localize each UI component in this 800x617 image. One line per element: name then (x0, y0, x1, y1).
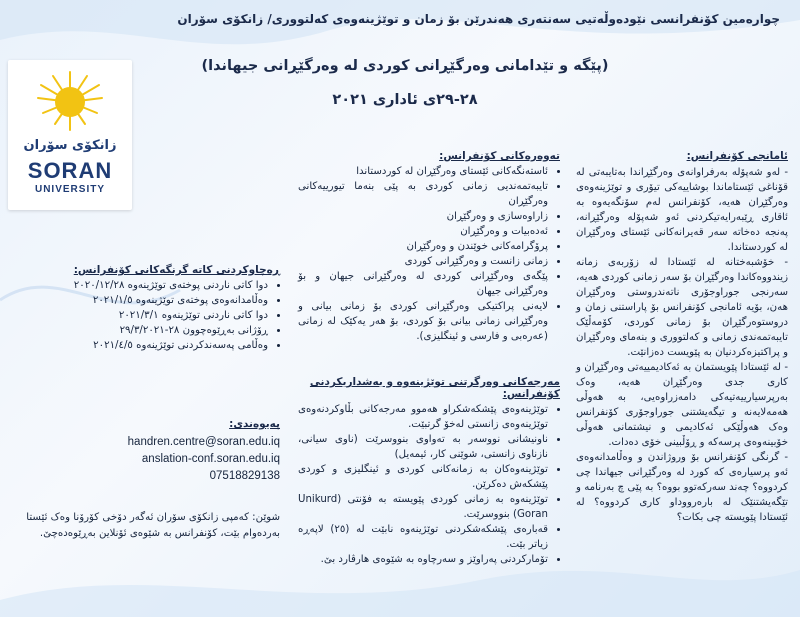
date-item: • وەڵامی پەسەندکردنی توێژینەوە ٢٠٢١/٤/٥ (10, 338, 268, 353)
topic-item: • ئەدەبیات و وەرگێڕان (298, 224, 548, 239)
condition-item: • توێژینەوەکان بە زمانەکانی کوردی و ئینگلیزی و کوردی پێشکەش دەکرێن. (298, 462, 548, 492)
goals-section (576, 150, 788, 525)
date-item: • دوا کاتی ناردنی پوختەی توێژینەوە ٢٠٢٠/١٢/٢٨ (10, 278, 268, 293)
contact-email-primary[interactable]: handren.centre@soran.edu.iq (127, 436, 280, 448)
condition-item: • ناونیشانی نووسەر بە تەواوی بنووسرێت (ناوی سیانی، نازناوی زانستی، شوێنی کار، ئیمەیل) (298, 432, 548, 462)
goals-paragraph: - خۆشبەختانە لە ئێستادا لە زۆربەی زمانە زیندووەکاندا وەرگێڕان بۆ سەر زمانی کوردی هەیە، سەرنجی جوراوجۆری ناتەندروستی وەرگێڕان هەن، بۆیە ئامانجی کۆنفرانس بۆ پاراستنی زمان و دروستوەرگێڕان بۆ زمانی کوردی، کۆمەڵێک تایبەتمەندی زمانی و کەلتووری و بنەمای وەرگێڕان و پراکتیزەکردنیان بە پێویست دەزانێت. (576, 257, 788, 358)
conditions-title: مەرجەکانی وەرگرتنی توێژینەوە و بەشداریکردنی کۆنفرانس: (309, 376, 560, 400)
condition-item: • توێژینەوەی پێشکەشکراو هەموو مەرجەکانی بڵاوکردنەوەی توێژینەوەی زانستی لەخۆ گرتبێت. (298, 402, 548, 432)
contact-section (10, 418, 280, 485)
conference-subtitle: (پێگە و تێدامانی وەرگێڕانی کوردی لە وەرگێڕانی جیهاندا) (201, 58, 609, 74)
conference-title: چوارەمین کۆنفرانسی نێودەوڵەتیی سەنتەری هەندرێن بۆ زمان و توێژینەوەی کەلتووری/ زانکۆی سۆران (177, 12, 780, 26)
soran-university-logo (8, 60, 132, 210)
goals-title: ئامانجی کۆنفرانس: (686, 150, 788, 162)
topic-item: • پرۆگرامەکانی خوێندن و وەرگێڕان (298, 239, 548, 254)
goals-paragraph: - لەو شەپۆلە بەرفراوانەی وەرگێڕاندا بەتایبەتی لە قۆناغی ئێستاماندا بوشاییەکی تیۆری و توێژینەوەی وەرگێڕان هەیە، کۆنفرانس لەم سۆنگەیەوە بە ئاقاری ڕێبەرایەتیکردنی ئەو شەپۆلە وەرگێڕانە، پەنجە دەخاتە سەر قەیرانەکانی ئێستای وەرگێڕان لە کوردستاندا. (576, 167, 788, 253)
condition-item: • توێژینەوە بە زمانی کوردی پێویستە بە فۆنتی (Unikurd Goran) بنووسرێت. (298, 492, 548, 522)
condition-item: • تۆمارکردنی پەراوێز و سەرچاوە بە شێوەی هارڤارد بێ. (298, 552, 548, 567)
topic-item: • تایبەتمەندیی زمانی کوردی بە پێی بنەما تیورییەکانی وەرگێڕان (298, 179, 548, 209)
dates-list (10, 278, 280, 353)
topic-item: • ئاستەنگەکانی ئێستای وەرگێڕان لە کوردستاندا (298, 164, 548, 179)
topic-item: • زمانی زانست و وەرگێڕانی کوردی (298, 254, 548, 269)
topics-title: تەوەرەکانی کۆنفرانس: (439, 150, 560, 162)
goals-paragraph: - گرنگی کۆنفرانس بۆ وروژاندن و وەڵامدانەوەی ئەو پرسیارەی کە کورد لە وەرگێڕانی جیهاندا چی کردووە؟ چەند سەرکەتوو بووە؟ بە پێی چ بەرنامە و تێگەیشتنێک لە بارەرووداو کاری کردووە؟ لە ئێستادا پێویستە چی بکات؟ (576, 452, 788, 523)
venue-section (10, 510, 280, 542)
date-item: • ڕۆژانی بەڕێوەچوون ٢٨-٢٩/٣/٢٠٢١ (10, 323, 268, 338)
contact-email-secondary[interactable]: anslation-conf.soran.edu.iq (141, 453, 280, 465)
goals-paragraph: - لە ئێستادا پێویستمان بە ئەکادیمییەتی وەرگێڕان و کاری جدی وەرگێڕان هەیە، وەک بەرپرسیارییەتیەکی دامەزراوەیی، بە هەوڵی هەمەلایەنە و تیگەیشتنی جوراوجۆری کۆنفرانس وەک هەوڵێکی ئەکادیمی و نیشتمانی هەوڵی خۆبینەوەی پرسەکە و ڕۆڵبینی خۆی دەدات. (576, 362, 788, 448)
topic-item: • لایەنی پراکتیکی وەرگێڕانی کوردی بۆ زمانی بیانی و وەرگێڕانی زمانی بیانی بۆ کوردی، بۆ هەر یەکێک لە زمانی (عەرەبی و فارسی و ئینگلیزی). (298, 299, 548, 344)
conditions-section (298, 376, 560, 567)
dates-section (10, 264, 280, 353)
dates-title: ڕەچاوکردنی کاتە گرنگەکانی کۆنفرانس: (73, 264, 280, 276)
topics-list (298, 164, 560, 344)
date-item: • دوا کاتی ناردنی توێژینەوە ٢٠٢١/٣/١ (10, 308, 268, 323)
logo-english-soran: SORAN (27, 158, 113, 183)
venue-text: شوێن: کەمپی زانکۆی سۆران ئەگەر دۆخی کۆرۆنا وەک ئێستا بەردەوام بێت، کۆنفرانس بە شێوەی ئۆنلاین بەڕێوەدەچێ. (26, 512, 280, 539)
goals-body (576, 165, 788, 525)
logo-kurdish-name: زانکۆی سۆران (23, 138, 117, 153)
logo-english-university: UNIVERSITY (34, 184, 105, 195)
sun-icon (8, 60, 132, 140)
topics-section (298, 150, 560, 344)
contact-title: پەیوەندی: (229, 418, 280, 430)
condition-item: • قەبارەی پێشکەشکردنی توێژینەوە نابێت لە (٢٥) لاپەڕە زیاتر بێت. (298, 522, 548, 552)
conference-date: ٢٨-٢٩ی ئاداری ٢٠٢١ (332, 92, 478, 108)
topic-item: • زاراوەسازی و وەرگێڕان (298, 209, 548, 224)
topic-item: • پێگەی وەرگێڕانی کوردی لە وەرگێڕانی جیهان و بۆ وەرگێڕانی جیهان (298, 269, 548, 299)
date-item: • وەڵامدانەوەی پوختەی توێژینەوە ٢٠٢١/١/٥ (10, 293, 268, 308)
conditions-list (298, 402, 560, 567)
contact-phone[interactable]: 07518829138 (209, 470, 280, 482)
